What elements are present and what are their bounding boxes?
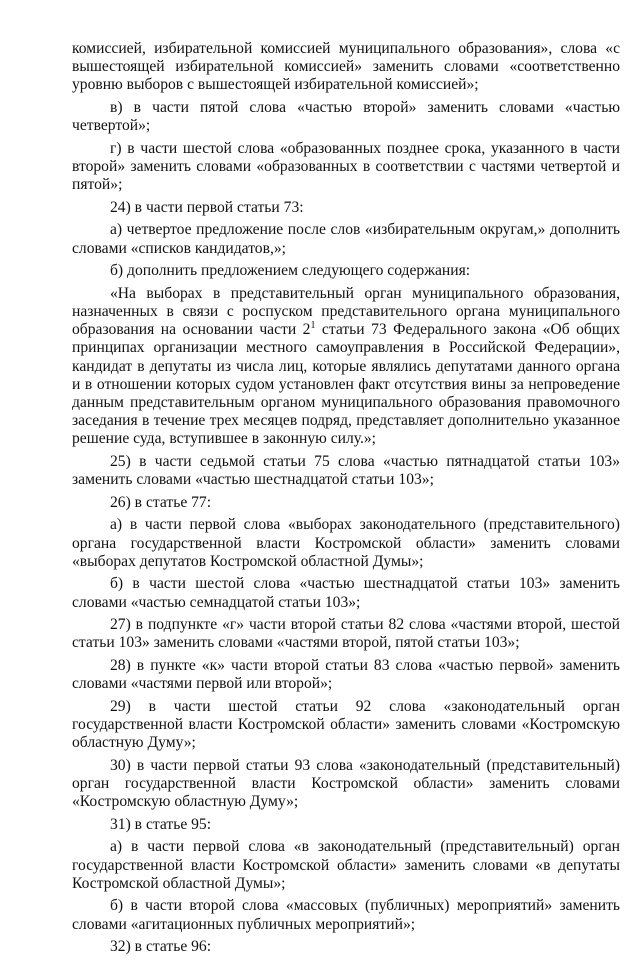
paragraph: комиссией, избирательной комиссией муниципального образования», слова «с вышестоящей избирательной комиссией» заменить словами «соответственно уровню выборов с вышестоящей избирательной комиссией»; (72, 40, 620, 94)
paragraph: б) в части шестой слова «частью шестнадцатой статьи 103» заменить словами «частью семнадцатой статьи 103»; (72, 575, 620, 611)
paragraph: 32) в статье 96: (110, 938, 212, 956)
paragraph-text-part: «На выборах в представительный орган муниципального образования, назначенных в связи с роспуском представительного органа муниципального образования на основании части 2 (72, 284, 620, 339)
paragraph: 26) в статье 77: (110, 493, 212, 511)
paragraph: 25) в части седьмой статьи 75 слова «частью пятнадцатой статьи 103» заменить словами «частью шестнадцатой статьи 103»; (72, 453, 620, 489)
document-body (72, 40, 620, 961)
paragraph-text-part: статьи 73 Федерального закона «Об общих принципах организации местного самоуправления в Российской Федерации», кандидат в депутаты из числа лиц, которые являлись депутатами данного органа и в отношении которых судом установлен факт отсутствия вины за непроведение данным представительным органом муниципального образования правомочного заседания в течение трех месяцев подряд, представляет дополнительно указанное решение суда, вступившее в законную силу.»; (72, 321, 620, 448)
paragraph: г) в части шестой слова «образованных позднее срока, указанного в части второй» заменить словами «образованных в соответствии с частями четвертой и пятой»; (72, 139, 620, 194)
paragraph: 28) в пункте «к» части второй статьи 83 слова «частью первой» заменить словами «частями первой или второй»; (72, 656, 620, 693)
paragraph: б) в части второй слова «массовых (публичных) мероприятий» заменить словами «агитационных публичных мероприятий»; (72, 897, 620, 933)
paragraph: а) в части первой слова «в законодательный (представительный) орган государственной власти Костромской области» заменить словами «в депутаты Костромской областной Думы»; (72, 838, 620, 892)
superscript-index: 1 (310, 320, 316, 331)
paragraph: 30) в части первой статьи 93 слова «законодательный (представительный) орган государственной власти Костромской области» заменить словами «Костромскую областную Думу»; (72, 756, 620, 811)
paragraph: 31) в статье 95: (110, 815, 212, 833)
paragraph: 27) в подпункте «г» части второй статьи 82 слова «частями второй, шестой статьи 103» заменить словами «частями второй, пятой статьи 103»; (72, 616, 620, 652)
paragraph: 24) в части первой статьи 73: (110, 198, 304, 216)
paragraph: а) в части первой слова «выборах законодательного (представительного) органа государственной власти Костромской области» заменить словами «выборах депутатов Костромской областной Думы»; (72, 516, 620, 570)
paragraph: в) в части пятой слова «частью второй» заменить словами «частью четвертой»; (72, 99, 620, 135)
paragraph: 29) в части шестой статьи 92 слова «законодательный орган государственной власти Костромской области» заменить словами «Костромскую областную Думу»; (72, 697, 620, 752)
paragraph: а) четвертое предложение после слов «избирательным округам,» дополнить словами «списков кандидатов,»; (72, 221, 620, 257)
paragraph-with-footnote-reference (72, 285, 620, 449)
paragraph: б) дополнить предложением следующего содержания: (110, 262, 471, 280)
